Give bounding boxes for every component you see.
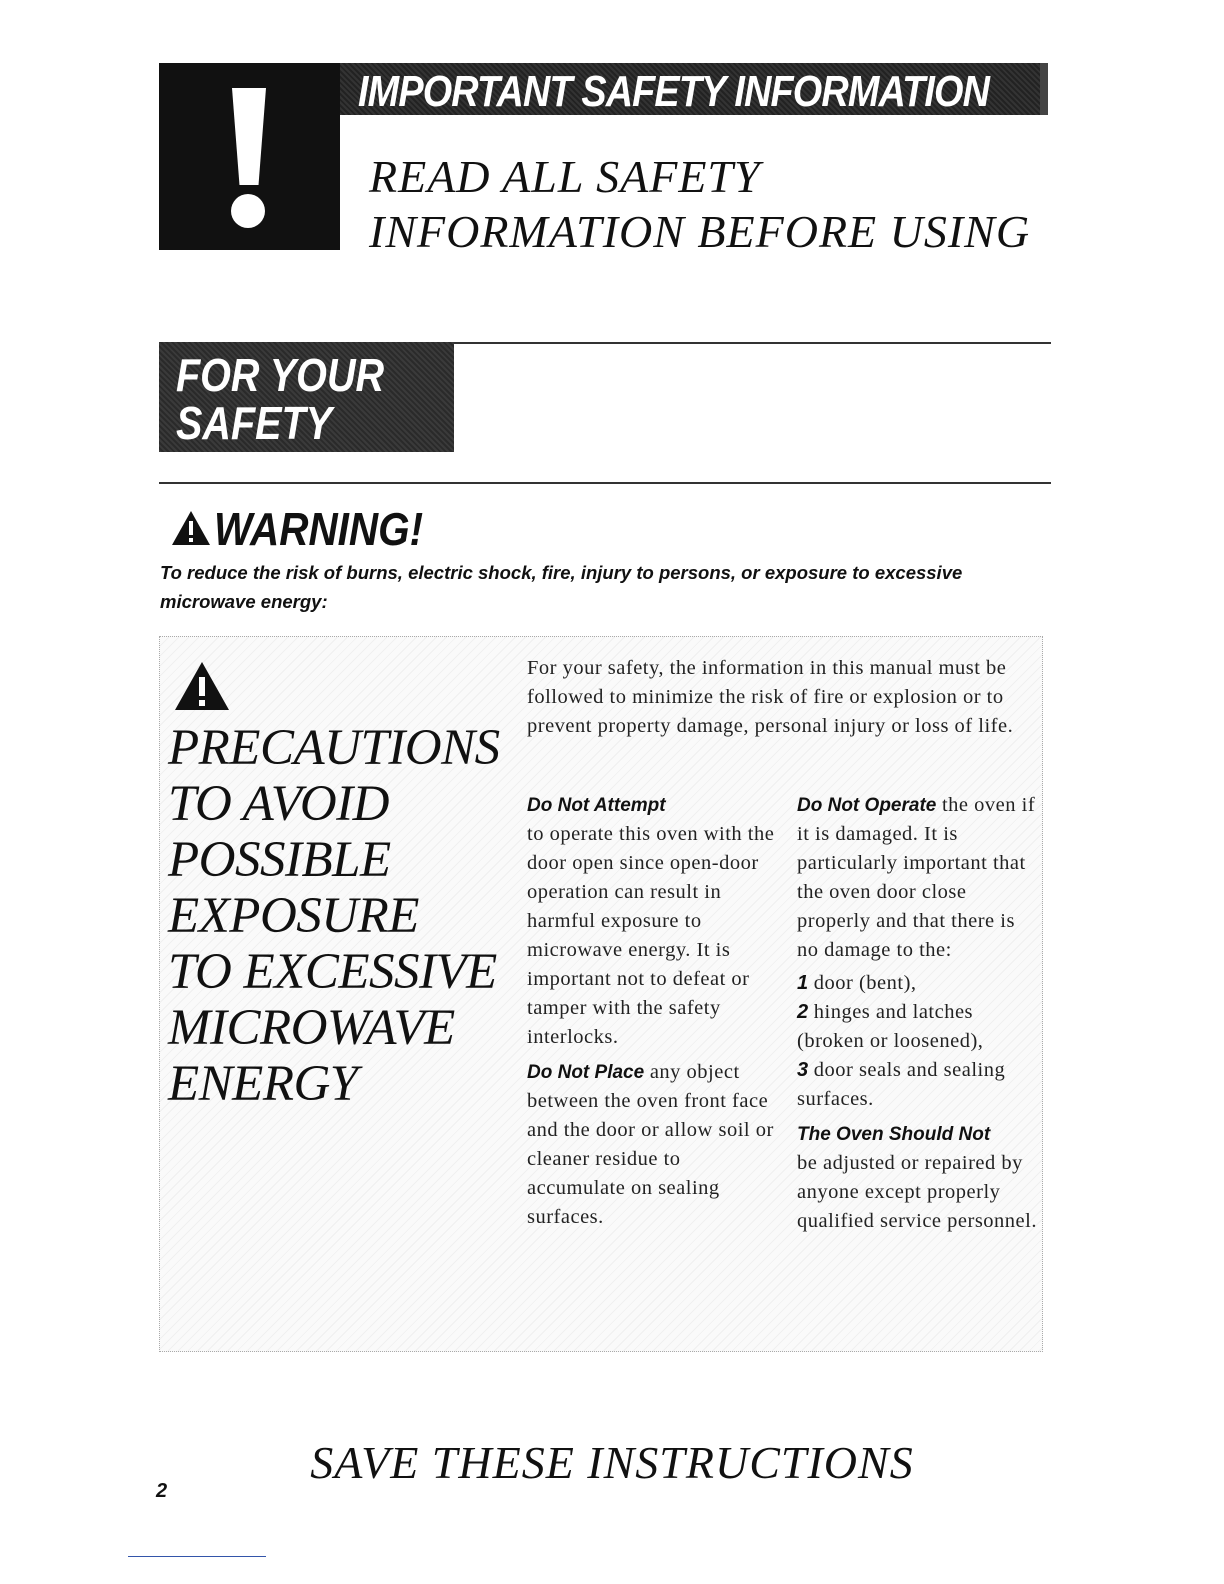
banner-title: IMPORTANT SAFETY INFORMATION xyxy=(358,67,990,116)
exclamation-dot xyxy=(231,194,265,228)
divider xyxy=(454,342,1051,344)
precautions-title-line: MICROWAVE xyxy=(168,1000,455,1056)
precautions-intro: For your safety, the information in this manual must be followed to minimize the risk of fire or explosion or to prevent property damage, personal injury or loss of life. xyxy=(527,657,1014,737)
heading-line-2: INFORMATION BEFORE USING xyxy=(369,206,1031,257)
do-not-operate-text: the oven if it is damaged. It is particularly important that the oven door close properly and that there is no damage to the: xyxy=(797,794,1036,961)
precautions-title-line: EXPOSURE xyxy=(168,888,419,944)
section-title-line-2: SAFETY xyxy=(176,397,333,449)
warning-triangle-icon xyxy=(174,661,230,711)
page-number: 2 xyxy=(156,1480,168,1502)
oven-should-not-lead: The Oven Should Not xyxy=(797,1124,991,1145)
do-not-place-text: any object between the oven front face and the door or allow soil or cleaner residue to accumulate on sealing surfaces. xyxy=(527,1061,774,1228)
do-not-attempt-text: to operate this oven with the door open since open-door operation can result in harmful exposure to microwave energy. It is important not to defeat or tamper with the safety interlocks. xyxy=(527,823,775,1048)
divider xyxy=(159,482,1051,484)
important-safety-banner xyxy=(340,63,1048,115)
precautions-title-line: POSSIBLE xyxy=(168,832,391,888)
precautions-title-line: TO AVOID xyxy=(168,776,389,832)
save-instructions-footer: SAVE THESE INSTRUCTIONS xyxy=(310,1437,914,1488)
do-not-place-lead: Do Not Place xyxy=(527,1062,645,1083)
precautions-panel xyxy=(159,636,1043,1352)
oven-should-not-text: be adjusted or repaired by anyone except properly qualified service personnel. xyxy=(797,1152,1037,1232)
do-not-attempt-lead: Do Not Attempt xyxy=(527,795,666,816)
list-item: 1 door (bent), xyxy=(797,972,917,994)
do-not-operate-lead: Do Not Operate xyxy=(797,795,937,816)
precautions-column-left xyxy=(527,791,777,1232)
list-item: 3 door seals and sealing surfaces. xyxy=(797,1059,1006,1110)
warning-text: To reduce the risk of burns, electric shock, fire, injury to persons, or exposure to excessive microwave energy: xyxy=(160,562,963,612)
warning-title: WARNING! xyxy=(214,503,424,555)
heading-line-1: READ ALL SAFETY xyxy=(369,151,761,202)
precautions-title-line: PRECAUTIONS xyxy=(168,720,500,776)
precautions-title-line: ENERGY xyxy=(168,1056,358,1112)
footer-rule xyxy=(128,1556,266,1557)
precautions-column-right xyxy=(797,791,1037,1236)
section-title-box xyxy=(159,342,454,452)
list-item: 2 hinges and latches (broken or loosened), xyxy=(797,1001,984,1052)
precautions-title-line: TO EXCESSIVE xyxy=(168,944,497,1000)
warning-triangle-icon xyxy=(171,510,211,546)
section-title-line-1: FOR YOUR xyxy=(176,349,385,401)
